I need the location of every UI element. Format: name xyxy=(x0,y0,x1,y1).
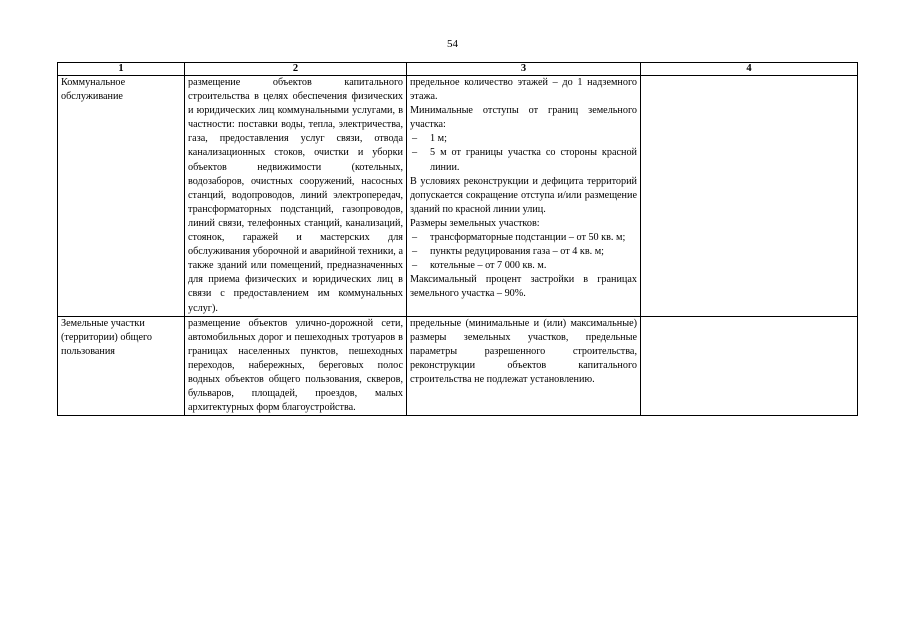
regulations-table xyxy=(57,62,858,416)
use-name: Коммунальное обслуживание xyxy=(61,77,126,103)
use-name-cell xyxy=(58,76,185,317)
table-row xyxy=(58,76,858,317)
table-header-row xyxy=(58,63,858,76)
use-name: Земельные участки (территории) общего пользования xyxy=(61,317,153,357)
plot-sizes-list xyxy=(410,231,637,273)
header-col-1: 1 xyxy=(58,63,185,76)
header-col-4: 4 xyxy=(641,63,858,76)
parameters-cell xyxy=(407,76,641,317)
use-description-cell xyxy=(185,316,407,416)
reconstruction-text: В условиях реконструкции и дефицита территорий допускается сокращение отступа и/или размещение зданий по красной линии улиц. xyxy=(410,175,637,215)
list-item: – пункты редуцирования газа – от 4 кв. м; xyxy=(410,245,637,259)
use-name-cell xyxy=(58,316,185,416)
col4-cell xyxy=(641,316,858,416)
use-description-cell xyxy=(185,76,407,317)
setbacks-title: Минимальные отступы от границ земельного участка: xyxy=(410,105,637,131)
parameters-text: предельные (минимальные и (или) максимальные) размеры земельных участков, предельные параметры разрешенного строительства, реконструкции объектов капитального строительства не подлежат установлению. xyxy=(410,317,637,385)
parameters-cell xyxy=(407,316,641,416)
table-row xyxy=(58,316,858,416)
max-floors-text: предельное количество этажей – до 1 надземного этажа. xyxy=(410,77,637,103)
header-col-2: 2 xyxy=(185,63,407,76)
coverage-text: Максимальный процент застройки в границах земельного участка – 90%. xyxy=(410,274,637,300)
col4-cell xyxy=(641,76,858,317)
list-item: – трансформаторные подстанции – от 50 кв. м; xyxy=(410,231,637,245)
page-number: 54 xyxy=(447,38,458,50)
plot-sizes-title: Размеры земельных участков: xyxy=(410,217,540,229)
setbacks-list xyxy=(410,132,637,174)
list-item: – 1 м; xyxy=(410,132,637,146)
list-item: – 5 м от границы участка со стороны красной линии. xyxy=(410,146,637,174)
use-description: размещение объектов капитального строительства в целях обеспечения физических и юридических лиц коммунальными услугами, в частности: поставки воды, тепла, электричества, газа, предоставления услуг связи, отвода канализационных стоков, очистки и уборки объектов недвижимости (котельных, водозаборов, очистных сооружений, насосных станций, водопроводов, линий электропередач, трансформаторных подстанций, газопроводов, линий связи, телефонных станций, канализаций, стоянок, гаражей и мастерских для обслуживания уборочной и аварийной техники, а также зданий или помещений, предназначенных для приема физических и юридических лиц в связи с предоставлением им коммунальных услуг). xyxy=(188,77,403,314)
use-description: размещение объектов улично-дорожной сети, автомобильных дорог и пешеходных тротуаров в границах населенных пунктов, пешеходных переходов, набережных, береговых полос водных объектов общего пользования, скверов, бульваров, площадей, проездов, малых архитектурных форм благоустройства. xyxy=(188,317,403,414)
header-col-3: 3 xyxy=(407,63,641,76)
list-item: – котельные – от 7 000 кв. м. xyxy=(410,259,637,273)
